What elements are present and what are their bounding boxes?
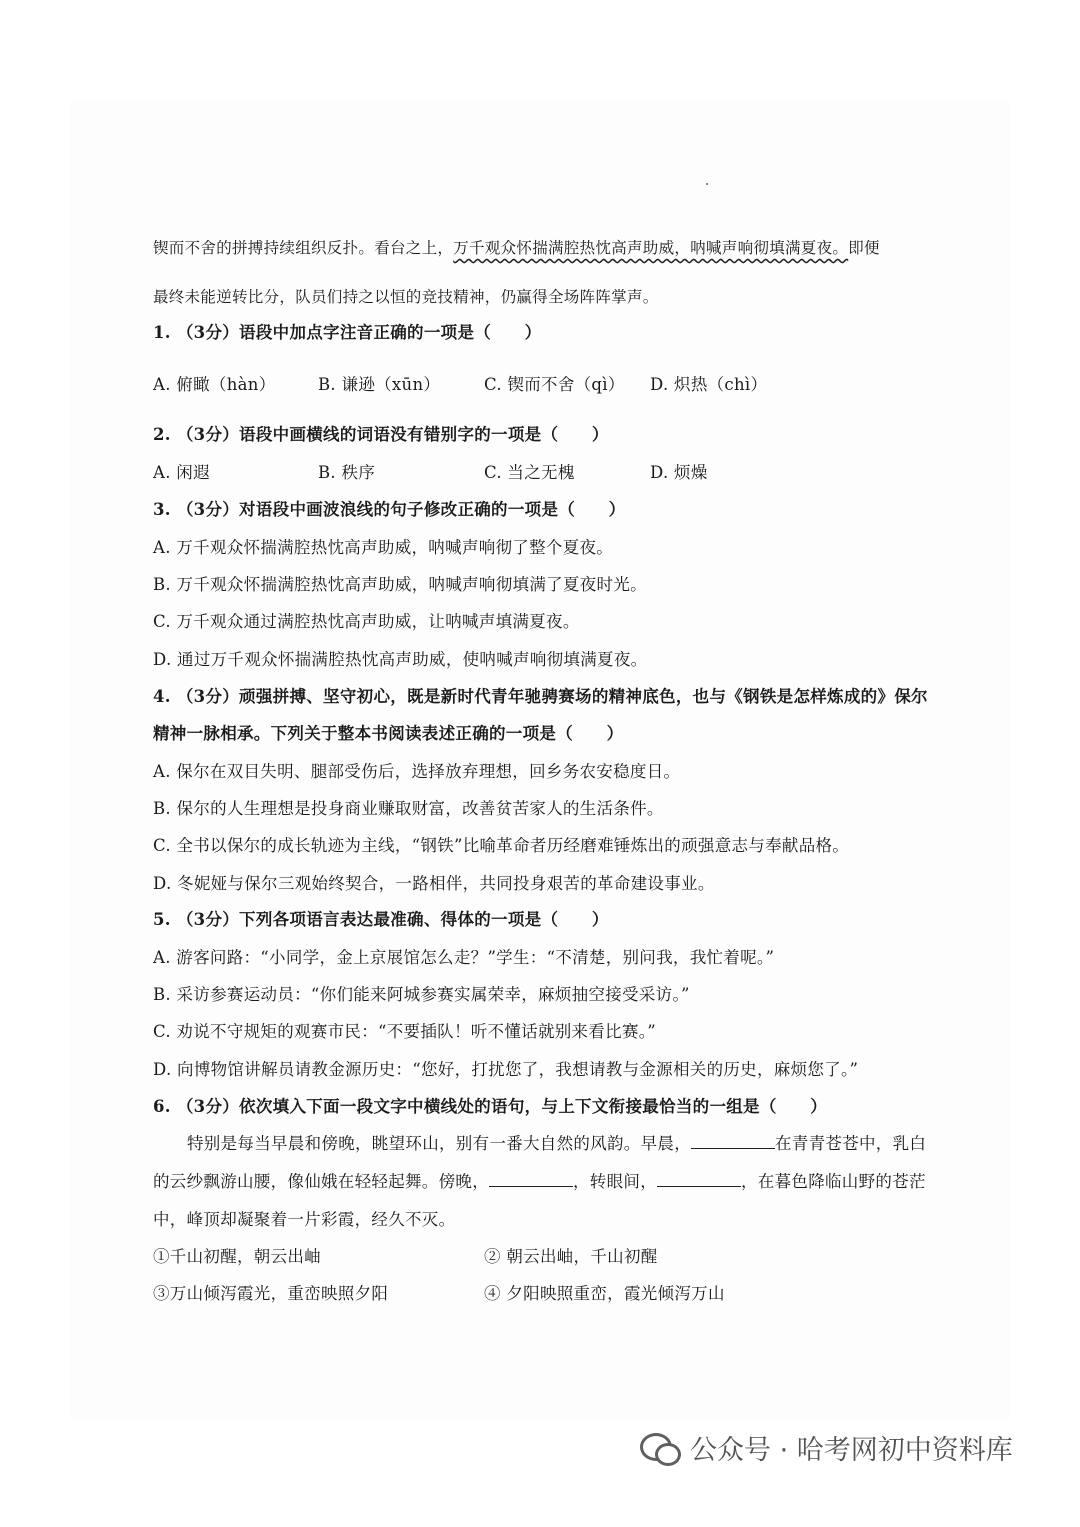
fill-blank-2 [489,1172,573,1187]
q2-option-a: A. 闲遐 [153,463,210,482]
q6-paragraph-line-1: 特别是每当早晨和傍晚，眺望环山，别有一番大自然的风韵。早晨， 在青青苍苍中，乳白 [187,1134,927,1153]
wavy-underlined-sentence: 万千观众怀揣满腔热忱高声助威，呐喊声响彻填满夏夜。 [453,239,849,257]
q4-option-b: B. 保尔的人生理想是投身商业赚取财富，改善贫苦家人的生活条件。 [153,799,664,818]
q4-stem-line-2: 精神一脉相承。下列关于整本书阅读表述正确的一项是（ ） [153,724,624,743]
q1-option-d: D. 炽热（chì） [650,375,768,394]
q3-option-d: D. 通过万千观众怀揣满腔热忱高声助威，使呐喊声响彻填满夏夜。 [153,650,648,669]
passage-line-1: 锲而不舍的拼搏持续组织反扑。看台之上，万千观众怀揣满腔热忱高声助威，呐喊声响彻填满夏夜。即便 [153,239,880,257]
q1-option-b: B. 谦逊（xūn） [318,375,441,394]
q5-option-b: B. 采访参赛运动员：“你们能来阿城参赛实属荣幸，麻烦抽空接受采访。” [153,985,690,1004]
scan-speck [706,183,708,185]
q1-option-c: C. 锲而不舍（qì） [484,375,625,394]
q4-option-a: A. 保尔在双目失明、腿部受伤后，选择放弃理想，回乡务农安稳度日。 [153,762,681,781]
passage-line-2: 最终未能逆转比分，队员们持之以恒的竞技精神，仍赢得全场阵阵掌声。 [153,288,659,306]
wechat-icon [640,1431,680,1465]
q6-option-4: ④ 夕阳映照重峦，霞光倾泻万山 [484,1284,725,1303]
q4-option-c: C. 全书以保尔的成长轨迹为主线，“钢铁”比喻革命者历经磨难锤炼出的顽强意志与奉献品格。 [153,836,850,855]
q2-option-d: D. 烦燥 [650,463,708,482]
q6-option-1: ①千山初醒，朝云出岫 [153,1247,321,1266]
wechat-watermark [640,1428,1013,1467]
q4-option-d: D. 冬妮娅与保尔三观始终契合，一路相伴，共同投身艰苦的革命建设事业。 [153,874,715,893]
q6-stem: 6. （3分）依次填入下面一段文字中横线处的语句，与上下文衔接最恰当的一组是（ ） [153,1097,828,1116]
q6-option-3: ③万山倾泻霞光，重峦映照夕阳 [153,1284,389,1303]
q2-option-c: C. 当之无槐 [484,463,575,482]
q5-option-c: C. 劝说不守规矩的观赛市民：“不要插队！听不懂话就别来看比赛。” [153,1022,657,1041]
q2-option-b: B. 秩序 [318,463,376,482]
q6-paragraph-line-2: 的云纱飘游山腰，像仙娥在轻轻起舞。傍晚， ，转眼间， ，在暮色降临山野的苍茫 [153,1172,926,1191]
q3-stem: 3. （3分）对语段中画波浪线的句子修改正确的一项是（ ） [153,500,626,519]
q5-option-d: D. 向博物馆讲解员请教金源历史：“您好，打扰您了，我想请教与金源相关的历史，麻烦您了。” [153,1060,859,1079]
watermark-text: 公众号 · 哈考网初中资料库 [690,1435,1013,1466]
q6-option-2: ② 朝云出岫，千山初醒 [484,1247,658,1266]
q3-option-a: A. 万千观众怀揣满腔热忱高声助威，呐喊声响彻了整个夏夜。 [153,538,614,557]
q1-option-a: A. 俯瞰（hàn） [153,375,276,394]
q5-option-a: A. 游客问路：“小同学，金上京展馆怎么走？”学生：“不清楚，别问我，我忙着呢。” [153,948,775,967]
q2-stem: 2. （3分）语段中画横线的词语没有错别字的一项是（ ） [153,425,609,444]
q1-stem: 1. （3分）语段中加点字注音正确的一项是（ ） [153,323,542,342]
fill-blank-1 [691,1134,775,1149]
q3-option-b: B. 万千观众怀揣满腔热忱高声助威，呐喊声响彻填满了夏夜时光。 [153,575,647,594]
fill-blank-3 [657,1172,741,1187]
q6-paragraph-line-3: 中，峰顶却凝聚着一片彩霞，经久不灭。 [153,1210,456,1229]
q5-stem: 5. （3分）下列各项语言表达最准确、得体的一项是（ ） [153,910,609,929]
q3-option-c: C. 万千观众通过满腔热忱高声助威，让呐喊声填满夏夜。 [153,612,580,631]
q4-stem-line-1: 4. （3分）顽强拼搏、坚守初心，既是新时代青年驰骋赛场的精神底色，也与《钢铁是怎样炼成的》保尔 [153,687,928,706]
